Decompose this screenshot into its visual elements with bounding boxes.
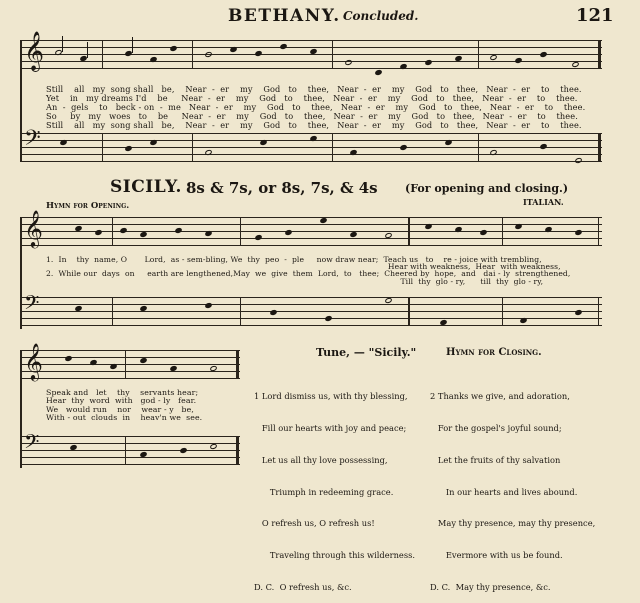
barline (240, 297, 241, 325)
barline (408, 217, 410, 245)
verse-line: Let the fruits of thy salvation (430, 454, 561, 465)
verse-line: 2 Thanks we give, and adoration, (430, 391, 570, 402)
sicily-title: SICILY. (110, 177, 182, 197)
sicily-treble-staff-2 (20, 350, 240, 382)
hymn-for-closing-label: Hymn for Closing. (446, 347, 542, 358)
sicily-lyric-2b: Till thy glo - ry, till thy glo - ry, (46, 277, 544, 286)
verse-line: D. C. O refresh us, &c. (254, 581, 352, 592)
page-number: 121 (576, 5, 614, 26)
barline (478, 133, 479, 161)
tune-heading: Tune, — "Sicily." (316, 346, 417, 359)
barline (502, 297, 503, 325)
verse-line: May thy presence, may thy presence, (430, 518, 596, 529)
barline (408, 297, 410, 325)
closing-verse-1 (254, 370, 415, 603)
sicily-bass-staff (20, 297, 602, 329)
closing-verse-2 (430, 370, 595, 603)
barline (125, 350, 126, 378)
barline (102, 40, 103, 68)
barline (192, 133, 193, 161)
final-barline (598, 40, 601, 68)
sicily-lyric-1: 1. In thy name, O Lord, as - sem-bling, We thy peo - ple now draw near; Teach us to re - joice with trembling, (46, 255, 542, 264)
sicily-lyric-row2-2: Hear thy word with god - ly fear. (46, 396, 197, 405)
final-barline (236, 436, 239, 464)
final-barline (598, 133, 601, 161)
treble-clef-icon: 𝄞 (24, 209, 43, 247)
treble-clef-icon: 𝄞 (24, 342, 43, 380)
sicily-meter: 8s & 7s, or 8s, 7s, & 4s (186, 179, 378, 197)
sicily-lyric-1b: Hear with weakness, Hear with weakness, (46, 262, 561, 271)
verse-line: Fill our hearts with joy and peace; (254, 422, 407, 433)
barline (502, 217, 503, 245)
origin-label: ITALIAN. (523, 197, 564, 207)
barline (598, 217, 599, 245)
bethany-lyric-1: Still all my song shall be, Near - er my God to thee, Near - er my God to thee, Near - er to thee. (46, 84, 582, 94)
sicily-brace (20, 217, 22, 329)
bass-clef-icon: 𝄢 (24, 430, 40, 458)
barline (332, 133, 333, 161)
sicily-lyric-row2-4: With - out clouds in heav'n we see. (46, 413, 203, 422)
sicily-bass-staff-2 (20, 436, 240, 468)
bethany-brace (20, 40, 22, 161)
sicily-lyric-row2-3: We would run nor wear - y be, (46, 405, 194, 414)
verse-line: For the gospel's joyful sound; (430, 422, 562, 433)
final-barline (236, 350, 239, 378)
sicily-lyric-row2-1: Speak and let thy servants hear; (46, 388, 199, 397)
concluded-label: Concluded. (343, 9, 419, 23)
verse-line: Let us all thy love possessing, (254, 454, 388, 465)
sicily-purpose: (For opening and closing.) (405, 182, 569, 195)
bethany-lyric-4: So by my woes to be Near - er my God to thee, Near - er my God to thee, Near - er to thee. (46, 111, 578, 121)
barline (102, 133, 103, 161)
verse-line: Triumph in redeeming grace. (254, 486, 394, 497)
bethany-lyric-2: Yet in my dreams I'd be Near - er my God to thee, Near - er my God to thee, Near - er to thee. (46, 93, 578, 103)
verse-line: O refresh us, O refresh us! (254, 518, 375, 529)
barline (240, 217, 241, 245)
barline (125, 436, 126, 464)
sicily-treble-staff (20, 217, 602, 249)
verse-line: 1 Lord dismiss us, with thy blessing, (254, 391, 408, 402)
verse-line: D. C. May thy presence, &c. (430, 581, 551, 592)
barline (192, 40, 193, 68)
barline (598, 297, 599, 325)
page-title: BETHANY. (228, 6, 341, 26)
sicily-lyric-2: 2. While our days on earth are lengthened,May we give them Lord, to thee; Cheered by hope, and dai - ly strengthened, (46, 269, 571, 278)
barline (332, 40, 333, 68)
verse-line: Traveling through this wilderness. (254, 550, 415, 561)
verse-line: In our hearts and lives abound. (430, 486, 578, 497)
bethany-lyric-3: An - gels to beck - on - me Near - er my God to thee, Near - er my God to thee, Near - er to thee. (46, 102, 586, 112)
hymn-for-opening-label: Hymn for Opening. (46, 201, 130, 211)
bethany-lyric-5: Still all my song shall be, Near - er my God to thee, Near - er my God to thee, Near - er to thee. (46, 120, 582, 130)
barline (478, 40, 479, 68)
sicily-brace-2 (20, 350, 22, 468)
verse-line: Evermore with us be found. (430, 550, 563, 561)
bass-clef-icon: 𝄢 (24, 126, 41, 156)
barline (112, 217, 113, 245)
bass-clef-icon: 𝄢 (24, 291, 40, 319)
barline (112, 297, 113, 325)
treble-clef-icon: 𝄞 (24, 31, 45, 71)
